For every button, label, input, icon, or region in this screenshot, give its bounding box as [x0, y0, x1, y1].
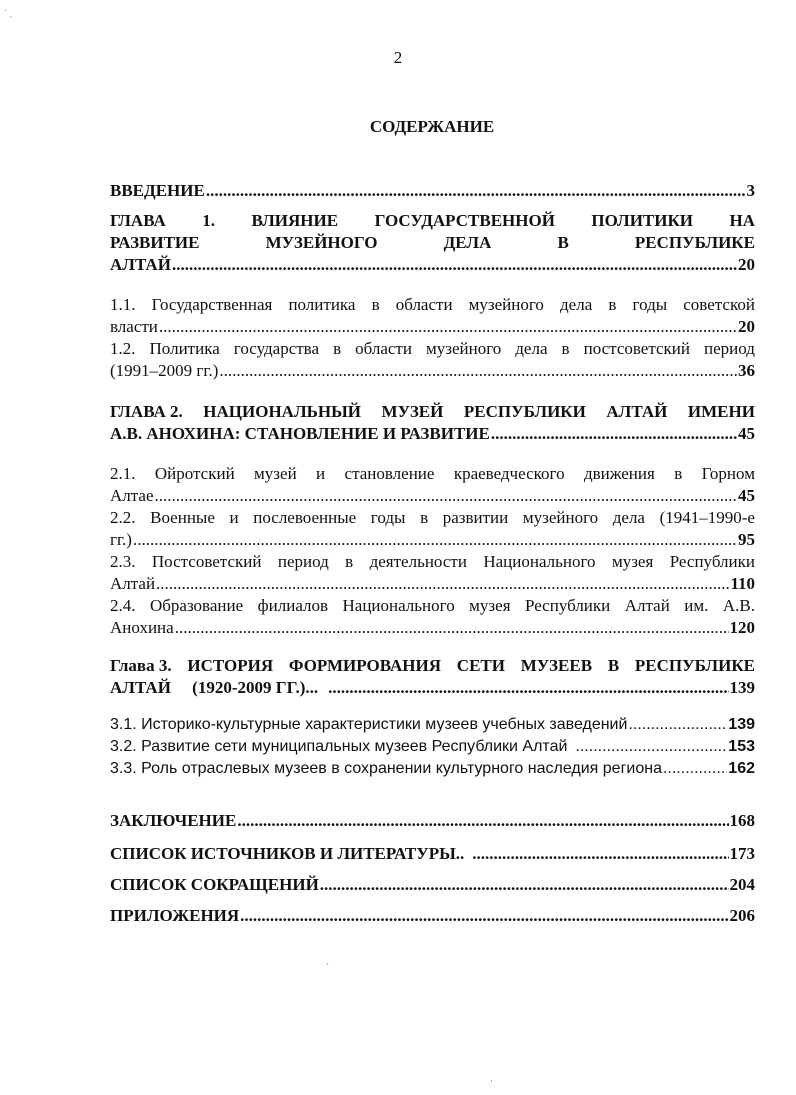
- word: Национального: [483, 552, 596, 571]
- word: Образование: [149, 596, 244, 615]
- word: 2.2.: [110, 508, 136, 527]
- word: и: [229, 508, 239, 527]
- word: советской: [683, 295, 755, 314]
- toc-entry-label: (1991–2009 гг.): [110, 361, 219, 380]
- toc-entry-page: 153: [728, 738, 755, 755]
- word: Политика: [149, 339, 220, 358]
- word: ИМЕНИ: [687, 402, 755, 421]
- word: области: [395, 295, 453, 314]
- word: период: [704, 339, 755, 358]
- word: Постсоветский: [151, 552, 262, 571]
- word: и: [316, 464, 326, 483]
- toc-entry-page: 20: [738, 255, 755, 274]
- word: РЕСПУБЛИКЕ: [634, 233, 755, 252]
- word: движения: [583, 464, 655, 483]
- word: РЕСПУБЛИКИ: [463, 402, 586, 421]
- scan-speck: ·: [490, 1076, 493, 1086]
- word: 1.1.: [110, 295, 136, 314]
- toc-chapter-3-line-1[interactable]: [110, 655, 755, 677]
- word: А.В.: [722, 596, 755, 615]
- word: 1.: [202, 211, 215, 230]
- word: ДЕЛА: [443, 233, 492, 252]
- word: в: [371, 295, 380, 314]
- word: в: [561, 339, 570, 358]
- word: РАЗВИТИЕ: [110, 233, 200, 252]
- word: годы: [370, 508, 406, 527]
- word: дела: [612, 508, 645, 527]
- toc-chapter-2-line-1[interactable]: [110, 401, 755, 423]
- word: Государственная: [151, 295, 273, 314]
- word: в: [345, 552, 354, 571]
- toc-entry-label: СПИСОК СОКРАЩЕНИЙ: [110, 875, 319, 894]
- toc-entry-page: 162: [728, 760, 755, 777]
- word: музейного: [522, 508, 599, 527]
- toc-entry-page: 95: [738, 530, 755, 549]
- word: Республики: [669, 552, 755, 571]
- word: период: [277, 552, 329, 571]
- leader-dots: [575, 736, 727, 758]
- leader-dots: [628, 714, 727, 736]
- toc-entry-page: 139: [729, 678, 755, 697]
- word: Республики: [524, 596, 611, 615]
- toc-entry-label: Алтай: [110, 574, 156, 593]
- word: музейного: [425, 339, 502, 358]
- toc-entry-appendices[interactable]: [110, 905, 755, 927]
- leader-dots: [237, 810, 728, 832]
- toc-entry-label: АЛТАЙ (1920-2009 ГГ.)...: [110, 678, 319, 697]
- toc-section-1-2-line-2[interactable]: [110, 360, 755, 382]
- word: Алтай: [624, 596, 670, 615]
- toc-entry-label: ПРИЛОЖЕНИЯ: [110, 906, 240, 925]
- word: ВЛИЯНИЕ: [251, 211, 339, 230]
- page-title: СОДЕРЖАНИЕ: [369, 117, 495, 136]
- toc-entry-label: АЛТАЙ: [110, 255, 171, 274]
- word: РЕСПУБЛИКЕ: [634, 656, 755, 675]
- toc-entry-page: 20: [738, 317, 755, 336]
- word: НА: [729, 211, 755, 230]
- word: филиалов: [257, 596, 329, 615]
- toc-entry-abbreviations[interactable]: [110, 874, 755, 896]
- word: музея: [611, 552, 654, 571]
- toc-section-1-2-line-1[interactable]: [110, 338, 755, 360]
- toc-entry-page: 173: [729, 844, 755, 863]
- word: области: [355, 339, 412, 358]
- word: постсоветский: [583, 339, 690, 358]
- word: в: [608, 295, 617, 314]
- word: музея: [469, 596, 511, 615]
- leader-dots: [472, 843, 728, 865]
- toc-section-1-1-line-1[interactable]: [110, 294, 755, 316]
- word: Военные: [150, 508, 215, 527]
- toc-entry-page: 36: [738, 361, 755, 380]
- toc-section-2-3-line-2[interactable]: [110, 573, 755, 595]
- toc-entry-label: ЗАКЛЮЧЕНИЕ: [110, 811, 237, 830]
- word: Глава 3.: [110, 656, 172, 675]
- toc-chapter-1-line-2[interactable]: [110, 232, 755, 254]
- toc-section-1-1-line-2[interactable]: [110, 316, 755, 338]
- toc-entry-label: ВВЕДЕНИЕ: [110, 181, 205, 200]
- leader-dots: [491, 423, 737, 445]
- word: 2.4.: [110, 596, 136, 615]
- toc-entry-conclusion[interactable]: [110, 810, 755, 832]
- toc-entry-page: 139: [728, 716, 755, 733]
- word: 2.1.: [110, 464, 136, 483]
- word: в: [674, 464, 683, 483]
- toc-section-2-2-line-2[interactable]: [110, 529, 755, 551]
- word: ГЛАВА 2.: [110, 402, 183, 421]
- toc-chapter-3-line-2[interactable]: [110, 677, 755, 699]
- toc-section-2-4-line-1[interactable]: [110, 595, 755, 617]
- leader-dots: [159, 316, 737, 338]
- leader-dots: [320, 874, 729, 896]
- word: МУЗЕЕВ: [520, 656, 593, 675]
- word: 2.3.: [110, 552, 136, 571]
- toc-chapter-1-line-1[interactable]: [110, 210, 755, 232]
- toc-entry-page: 3: [746, 181, 755, 200]
- toc-entry-label: Анохина: [110, 618, 174, 637]
- leader-dots: [175, 617, 729, 639]
- word: краеведческого: [453, 464, 565, 483]
- toc-entry-page: 204: [729, 875, 755, 894]
- toc-section-2-3-line-1[interactable]: [110, 551, 755, 573]
- word: становление: [344, 464, 435, 483]
- toc-entry-introduction[interactable]: [110, 180, 755, 202]
- word: дела: [515, 339, 548, 358]
- toc-section-2-1-line-2[interactable]: [110, 485, 755, 507]
- toc-entry-label: 3.1. Историко-культурные характеристики музеев учебных заведений: [110, 716, 628, 733]
- toc-section-3-3[interactable]: [110, 758, 755, 780]
- toc-entry-page: 45: [738, 424, 755, 443]
- word: им.: [684, 596, 709, 615]
- word: Национального: [342, 596, 455, 615]
- word: Ойротский: [154, 464, 235, 483]
- word: в: [420, 508, 429, 527]
- word: деятельности: [369, 552, 467, 571]
- leader-dots: [663, 758, 727, 780]
- toc-entry-label: 3.2. Развитие сети муниципальных музеев Республики Алтай: [110, 738, 568, 755]
- leader-dots: [219, 360, 737, 382]
- leader-dots: [156, 573, 729, 595]
- scan-speck: ˙ ˏ: [4, 8, 13, 18]
- toc-section-3-1[interactable]: [110, 714, 755, 736]
- word: В: [557, 233, 569, 252]
- word: НАЦИОНАЛЬНЫЙ: [203, 402, 361, 421]
- toc-section-2-4-line-2[interactable]: [110, 617, 755, 639]
- leader-dots: [172, 254, 737, 276]
- toc-entry-sources[interactable]: [110, 843, 755, 865]
- word: в: [333, 339, 342, 358]
- toc-chapter-1-line-3[interactable]: [110, 254, 755, 276]
- toc-entry-page: 120: [729, 618, 755, 637]
- word: послевоенные: [253, 508, 357, 527]
- leader-dots: [155, 485, 738, 507]
- word: В: [607, 656, 620, 675]
- word: ФОРМИРОВАНИЯ: [288, 656, 442, 675]
- word: АЛТАЙ: [606, 402, 668, 421]
- leader-dots: [240, 905, 728, 927]
- word: государства: [233, 339, 320, 358]
- toc-entry-label: СПИСОК ИСТОЧНИКОВ И ЛИТЕРАТУРЫ..: [110, 844, 465, 863]
- word: МУЗЕЙНОГО: [265, 233, 378, 252]
- word: Горном: [701, 464, 755, 483]
- word: годы: [632, 295, 668, 314]
- toc-section-2-1-line-1[interactable]: [110, 463, 755, 485]
- toc-entry-label: 3.3. Роль отраслевых музеев в сохранении культурного наследия региона: [110, 760, 662, 777]
- word: политика: [288, 295, 356, 314]
- word: (1941–1990-е: [659, 508, 755, 527]
- toc-chapter-2-line-2[interactable]: [110, 423, 755, 445]
- toc-entry-label: А.В. АНОХИНА: СТАНОВЛЕНИЕ И РАЗВИТИЕ: [110, 424, 490, 443]
- word: ГЛАВА: [110, 211, 166, 230]
- toc-entry-page: 168: [729, 811, 755, 830]
- word: ИСТОРИЯ: [187, 656, 274, 675]
- leader-dots: [133, 529, 737, 551]
- scan-speck: ˋ: [326, 962, 329, 972]
- toc-section-2-2-line-1[interactable]: [110, 507, 755, 529]
- toc-entry-label: власти: [110, 317, 158, 336]
- word: развитии: [442, 508, 509, 527]
- leader-dots: [206, 180, 746, 202]
- toc-entry-label: гг.): [110, 530, 132, 549]
- word: ПОЛИТИКИ: [591, 211, 694, 230]
- toc-entry-page: 206: [729, 906, 755, 925]
- leader-dots: [328, 677, 728, 699]
- toc-entry-page: 45: [738, 486, 755, 505]
- toc-entry-label: Алтае: [110, 486, 154, 505]
- word: МУЗЕЙ: [381, 402, 444, 421]
- toc-section-3-2[interactable]: [110, 736, 755, 758]
- toc-entry-page: 110: [730, 574, 755, 593]
- word: дела: [560, 295, 593, 314]
- word: музейного: [468, 295, 544, 314]
- word: 1.2.: [110, 339, 136, 358]
- word: ГОСУДАРСТВЕННОЙ: [374, 211, 555, 230]
- page-number: 2: [393, 48, 403, 67]
- word: СЕТИ: [456, 656, 505, 675]
- word: музей: [254, 464, 297, 483]
